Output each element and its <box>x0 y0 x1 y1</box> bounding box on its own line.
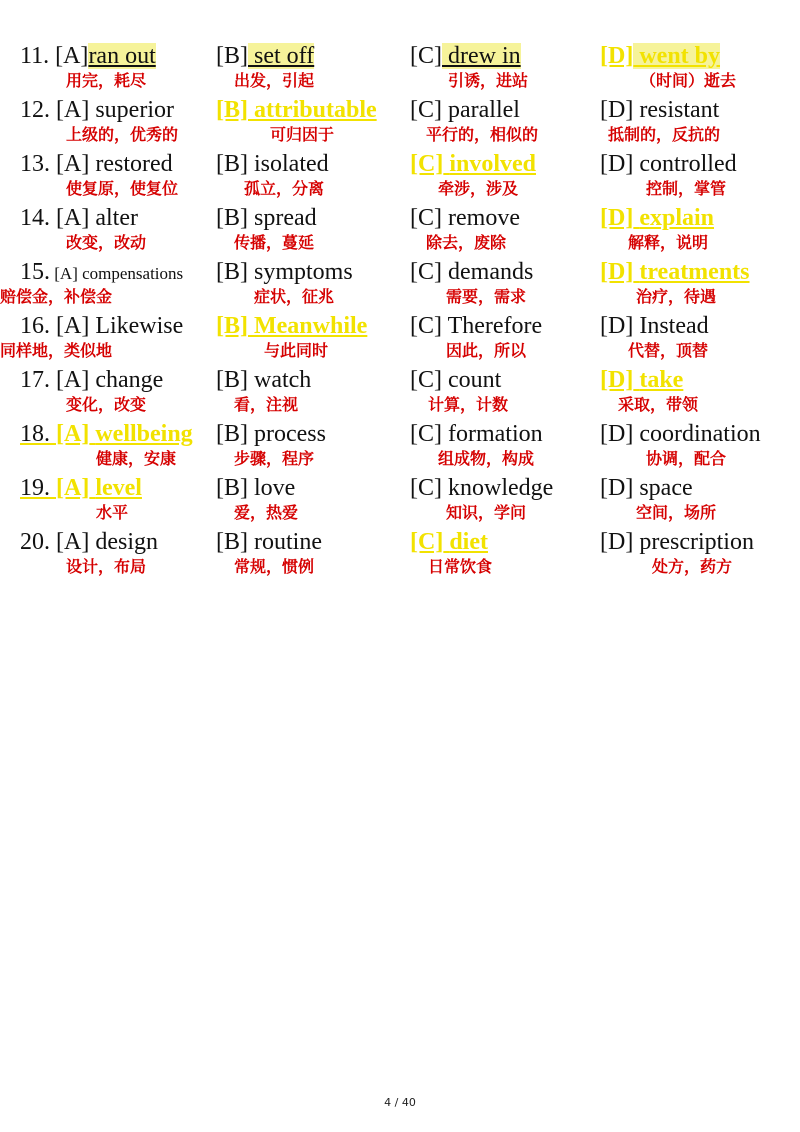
option-b <box>216 150 329 200</box>
option-translation: 控制，掌管 <box>646 179 727 198</box>
option-word: Therefore <box>447 313 543 339</box>
option-letter: [A] <box>56 529 90 555</box>
option-letter: [A] <box>56 313 90 339</box>
option-word: diet <box>449 529 488 555</box>
option-text <box>600 528 754 556</box>
question-number: 13. <box>20 151 50 177</box>
option-c <box>410 258 533 308</box>
option-word: design <box>95 529 158 555</box>
option-translation: 需要，需求 <box>446 287 527 306</box>
option-c <box>410 420 543 470</box>
option-text <box>410 366 508 394</box>
option-c <box>410 312 542 362</box>
option-d <box>600 150 737 200</box>
page-number: 4 / 40 <box>384 1096 416 1109</box>
option-b <box>216 96 377 146</box>
correct-option-text <box>216 96 377 124</box>
option-word: attributable <box>254 97 377 123</box>
option-translation: 计算，计数 <box>428 395 509 414</box>
option-translation: 抵制的，反抗的 <box>608 125 721 144</box>
question-number: 12. <box>20 97 50 123</box>
option-c <box>410 42 528 92</box>
option-letter: [D] <box>600 151 634 177</box>
option-word: formation <box>448 421 543 447</box>
option-d <box>600 312 709 362</box>
option-translation: 组成物，构成 <box>438 449 535 468</box>
option-translation: 健康，安康 <box>96 449 177 468</box>
option-letter: [A] <box>56 475 90 501</box>
option-letter: [C] <box>410 97 442 123</box>
option-b <box>216 258 353 308</box>
option-word: Meanwhile <box>254 313 368 339</box>
option-b <box>216 366 311 416</box>
question-row <box>0 42 800 96</box>
question-row <box>0 420 800 474</box>
question-number: 18. <box>20 421 50 447</box>
option-translation: 步骤，程序 <box>234 449 315 468</box>
option-c <box>410 204 520 254</box>
option-word: Instead <box>639 313 709 339</box>
option-text <box>216 528 322 556</box>
option-translation: 治疗，待遇 <box>636 287 717 306</box>
option-word: demands <box>448 259 534 285</box>
option-letter: [A] <box>56 151 90 177</box>
option-word: treatments <box>639 259 750 285</box>
option-text <box>600 150 737 178</box>
option-letter: [D] <box>600 97 634 123</box>
option-word: drew in <box>442 43 521 69</box>
option-translation: 症状，征兆 <box>254 287 335 306</box>
option-letter: [A] <box>56 421 90 447</box>
option-translation: 引诱，进站 <box>448 71 529 90</box>
option-word: take <box>639 367 684 393</box>
option-letter: [C] <box>410 367 442 393</box>
correct-option-text <box>600 366 698 394</box>
option-word: routine <box>254 529 322 555</box>
option-translation: 除去，废除 <box>426 233 507 252</box>
option-translation: 上级的，优秀的 <box>66 125 179 144</box>
option-letter: [C] <box>410 151 444 177</box>
option-a <box>20 204 146 254</box>
option-text <box>410 96 538 124</box>
option-translation: 变化，改变 <box>66 395 147 414</box>
option-a <box>20 420 193 470</box>
correct-option-text <box>600 42 736 70</box>
correct-option-text <box>410 150 536 178</box>
option-translation: 协调，配合 <box>646 449 727 468</box>
option-text <box>600 474 716 502</box>
option-word: restored <box>95 151 173 177</box>
option-letter: [A] <box>54 264 78 283</box>
question-row <box>0 150 800 204</box>
option-letter: [B] <box>216 259 248 285</box>
option-a <box>20 366 163 416</box>
option-c <box>410 150 536 200</box>
option-word: compensations <box>82 264 184 283</box>
option-b <box>216 528 322 578</box>
option-text <box>20 42 156 70</box>
option-translation: 牵涉，涉及 <box>438 179 519 198</box>
option-b <box>216 420 326 470</box>
option-letter: [A] <box>55 43 89 69</box>
option-letter: [B] <box>216 151 248 177</box>
option-letter: [B] <box>216 43 248 69</box>
option-text <box>20 312 183 340</box>
question-row <box>0 528 800 582</box>
option-word: alter <box>95 205 138 231</box>
option-text <box>410 420 543 448</box>
option-text <box>600 312 709 340</box>
correct-option-text <box>410 528 492 556</box>
option-translation: 传播，蔓延 <box>234 233 315 252</box>
option-a <box>20 528 158 578</box>
option-translation: 看，注视 <box>234 395 299 414</box>
question-number: 15. <box>20 259 50 285</box>
option-a <box>20 96 178 146</box>
option-c <box>410 96 538 146</box>
option-letter: [D] <box>600 475 634 501</box>
option-a <box>0 312 184 362</box>
option-word: went by <box>633 43 720 69</box>
option-text <box>20 96 178 124</box>
option-word: parallel <box>448 97 520 123</box>
option-letter: [A] <box>56 205 90 231</box>
correct-option-text <box>20 420 193 448</box>
option-a <box>0 258 184 308</box>
option-translation: 常规，惯例 <box>234 557 315 576</box>
option-b <box>216 204 317 254</box>
option-translation: 空间，场所 <box>636 503 717 522</box>
option-translation: 处方，药方 <box>652 557 733 576</box>
option-word: spread <box>254 205 317 231</box>
option-word: knowledge <box>448 475 554 501</box>
question-number: 11. <box>20 43 50 69</box>
option-translation: 因此，所以 <box>446 341 527 360</box>
option-translation: 爱，热爱 <box>234 503 299 522</box>
option-word: remove <box>448 205 520 231</box>
option-word: symptoms <box>254 259 353 285</box>
option-text <box>410 42 528 70</box>
option-word: watch <box>254 367 312 393</box>
option-letter: [D] <box>600 259 634 285</box>
option-b <box>216 42 314 92</box>
option-text <box>216 150 329 178</box>
option-translation: 改变，改动 <box>66 233 147 252</box>
option-text <box>216 258 353 286</box>
option-letter: [B] <box>216 97 248 123</box>
option-d <box>600 204 714 254</box>
option-word: prescription <box>639 529 754 555</box>
option-text <box>216 366 311 394</box>
question-row <box>0 474 800 528</box>
option-translation: 采取，带领 <box>618 395 699 414</box>
correct-option-text <box>216 312 367 340</box>
option-translation: 同样地，类似地 <box>0 341 113 360</box>
option-translation: 解释，说明 <box>628 233 709 252</box>
option-c <box>410 474 553 524</box>
option-text <box>216 474 298 502</box>
question-number: 19. <box>20 475 50 501</box>
option-letter: [A] <box>56 367 90 393</box>
option-c <box>410 528 492 578</box>
option-word: count <box>448 367 502 393</box>
option-translation: 用完，耗尽 <box>66 71 147 90</box>
option-text <box>600 96 720 124</box>
correct-option-text <box>20 474 142 502</box>
option-a <box>20 42 156 92</box>
option-translation: 出发，引起 <box>234 71 315 90</box>
option-translation: 知识，学问 <box>446 503 527 522</box>
option-a <box>20 150 178 200</box>
option-b <box>216 474 298 524</box>
option-letter: [C] <box>410 259 442 285</box>
option-d <box>600 258 750 308</box>
question-row <box>0 96 800 150</box>
option-word: isolated <box>254 151 329 177</box>
correct-option-text <box>600 258 750 286</box>
option-word: coordination <box>639 421 761 447</box>
option-translation: 水平 <box>96 503 129 522</box>
question-row <box>0 204 800 258</box>
option-word: controlled <box>639 151 737 177</box>
option-translation: 平行的，相似的 <box>426 125 539 144</box>
option-letter: [A] <box>56 97 90 123</box>
question-number: 17. <box>20 367 50 393</box>
option-d <box>600 96 720 146</box>
option-translation: 设计，布局 <box>66 557 147 576</box>
option-word: explain <box>639 205 715 231</box>
option-letter: [D] <box>600 313 634 339</box>
option-letter: [C] <box>410 313 442 339</box>
option-text <box>20 528 158 556</box>
option-letter: [B] <box>216 205 248 231</box>
option-d <box>600 42 736 92</box>
option-letter: [D] <box>600 529 634 555</box>
option-d <box>600 420 761 470</box>
option-d <box>600 528 754 578</box>
option-text <box>410 474 553 502</box>
option-text <box>20 258 183 286</box>
question-number: 20. <box>20 529 50 555</box>
option-translation: 日常饮食 <box>428 557 493 576</box>
option-word: love <box>254 475 296 501</box>
option-letter: [C] <box>410 529 444 555</box>
option-b <box>216 312 367 362</box>
option-text <box>216 420 326 448</box>
option-a <box>20 474 142 524</box>
option-letter: [C] <box>410 475 442 501</box>
question-number: 14. <box>20 205 50 231</box>
option-word: resistant <box>639 97 720 123</box>
question-row <box>0 312 800 366</box>
option-word: process <box>254 421 326 447</box>
option-word: superior <box>95 97 174 123</box>
option-word: space <box>639 475 693 501</box>
option-translation: （时间）逝去 <box>640 71 737 90</box>
option-translation: 使复原，使复位 <box>66 179 179 198</box>
question-row <box>0 366 800 420</box>
option-text <box>410 312 542 340</box>
option-letter: [C] <box>410 43 442 69</box>
option-text <box>600 420 761 448</box>
option-letter: [D] <box>600 205 634 231</box>
option-letter: [B] <box>216 367 248 393</box>
option-word: set off <box>248 43 315 69</box>
option-text <box>20 366 163 394</box>
option-text <box>410 258 533 286</box>
question-number: 16. <box>20 313 50 339</box>
option-translation: 与此同时 <box>264 341 329 360</box>
option-letter: [B] <box>216 313 248 339</box>
option-word: wellbeing <box>95 421 193 447</box>
option-word: change <box>95 367 164 393</box>
option-text <box>216 42 314 70</box>
option-text <box>216 204 317 232</box>
option-text <box>20 150 178 178</box>
option-letter: [C] <box>410 421 442 447</box>
option-letter: [D] <box>600 367 634 393</box>
option-letter: [D] <box>600 43 634 69</box>
option-text <box>20 204 146 232</box>
option-translation: 代替，顶替 <box>628 341 709 360</box>
option-translation: 赔偿金，补偿金 <box>0 287 113 306</box>
option-letter: [B] <box>216 421 248 447</box>
question-row <box>0 258 800 312</box>
option-word: level <box>95 475 142 501</box>
option-translation: 可归因于 <box>270 125 335 144</box>
option-translation: 孤立，分离 <box>244 179 325 198</box>
option-word: ran out <box>88 43 156 69</box>
option-letter: [C] <box>410 205 442 231</box>
option-text <box>410 204 520 232</box>
option-letter: [D] <box>600 421 634 447</box>
option-c <box>410 366 508 416</box>
correct-option-text <box>600 204 714 232</box>
option-d <box>600 474 716 524</box>
option-word: Likewise <box>95 313 184 339</box>
option-d <box>600 366 698 416</box>
option-letter: [B] <box>216 529 248 555</box>
option-word: involved <box>449 151 537 177</box>
option-letter: [B] <box>216 475 248 501</box>
